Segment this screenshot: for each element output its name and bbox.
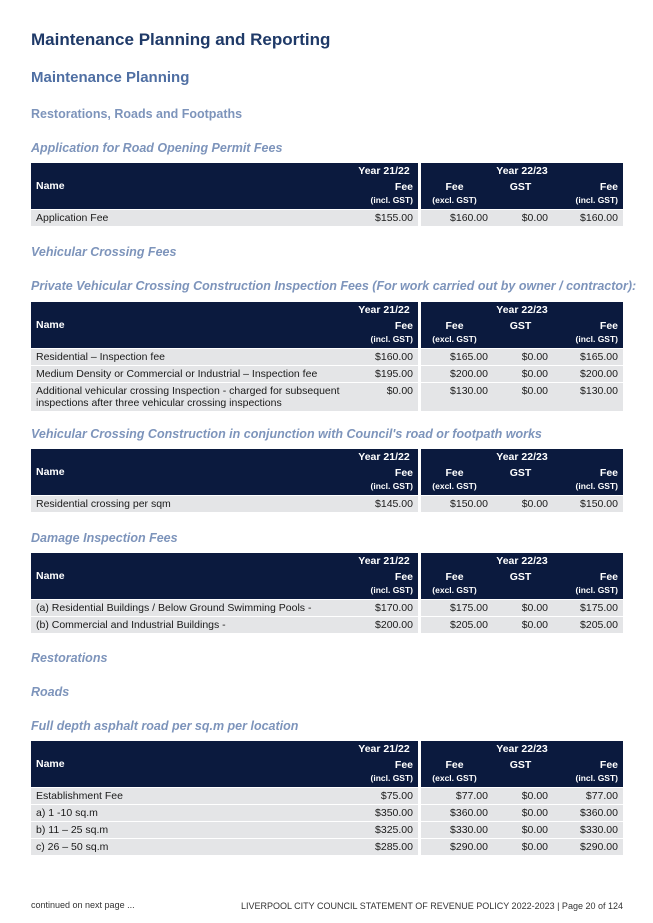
row-name: Application Fee: [31, 209, 350, 226]
header-name: Name: [31, 449, 350, 495]
fee-table: [31, 553, 623, 633]
header-fee-excl: Fee (excl. GST): [421, 571, 493, 599]
fee-incl: $150.00: [553, 495, 623, 512]
fee-excl: $150.00: [421, 495, 493, 512]
subsection-heading: Damage Inspection Fees: [31, 531, 178, 545]
header-fee-incl-prev: Fee (incl. GST): [350, 320, 421, 348]
fee-excl: $330.00: [421, 821, 493, 838]
row-name: (a) Residential Buildings / Below Ground Swimming Pools -: [31, 599, 350, 616]
header-fee-excl: Fee (excl. GST): [421, 320, 493, 348]
fee-incl: $330.00: [553, 821, 623, 838]
fee-incl: $360.00: [553, 804, 623, 821]
fee-incl: $165.00: [553, 348, 623, 365]
header-fee-excl: Fee (excl. GST): [421, 181, 493, 209]
fee-incl: $175.00: [553, 599, 623, 616]
table-row: [31, 804, 623, 821]
header-year-22-23: Year 22/23: [421, 553, 623, 571]
table-row: [31, 209, 623, 226]
fee-excl: $205.00: [421, 616, 493, 633]
table-row: [31, 838, 623, 855]
header-gst: GST: [493, 320, 553, 348]
subsection-heading: Roads: [31, 685, 70, 699]
header-year-21-22: Year 21/22: [350, 741, 421, 759]
header-fee-incl-prev: Fee (incl. GST): [350, 467, 421, 495]
row-name: Residential crossing per sqm: [31, 495, 350, 512]
row-name: Medium Density or Commercial or Industrial – Inspection fee: [31, 365, 350, 382]
fee-prev-incl: $195.00: [350, 365, 421, 382]
fee-excl: $200.00: [421, 365, 493, 382]
row-name: a) 1 -10 sq.m: [31, 804, 350, 821]
gst-value: $0.00: [493, 804, 553, 821]
gst-value: $0.00: [493, 365, 553, 382]
header-name: Name: [31, 741, 350, 787]
header-year-22-23: Year 22/23: [421, 163, 623, 181]
header-year-21-22: Year 21/22: [350, 302, 421, 320]
header-fee-incl: Fee (incl. GST): [553, 181, 623, 209]
fee-prev-incl: $325.00: [350, 821, 421, 838]
header-fee-incl-prev: Fee (incl. GST): [350, 181, 421, 209]
subsection-heading: Vehicular Crossing Construction in conjunction with Council's road or footpath works: [31, 427, 542, 441]
gst-value: $0.00: [493, 821, 553, 838]
fee-incl: $130.00: [553, 382, 623, 411]
fee-prev-incl: $160.00: [350, 348, 421, 365]
gst-value: $0.00: [493, 209, 553, 226]
header-fee-excl: Fee (excl. GST): [421, 759, 493, 787]
table-row: [31, 495, 623, 512]
header-year-22-23: Year 22/23: [421, 302, 623, 320]
header-name: Name: [31, 553, 350, 599]
page-subtitle: Maintenance Planning: [31, 69, 190, 86]
header-fee-incl: Fee (incl. GST): [553, 571, 623, 599]
fee-prev-incl: $285.00: [350, 838, 421, 855]
header-year-22-23: Year 22/23: [421, 741, 623, 759]
table-row: [31, 382, 623, 411]
fee-prev-incl: $0.00: [350, 382, 421, 411]
fee-incl: $205.00: [553, 616, 623, 633]
fee-excl: $290.00: [421, 838, 493, 855]
header-year-22-23: Year 22/23: [421, 449, 623, 467]
subsection-heading: Application for Road Opening Permit Fees: [31, 141, 283, 155]
gst-value: $0.00: [493, 348, 553, 365]
header-fee-excl: Fee (excl. GST): [421, 467, 493, 495]
table-row: [31, 365, 623, 382]
header-gst: GST: [493, 759, 553, 787]
fee-excl: $130.00: [421, 382, 493, 411]
subsection-heading: Private Vehicular Crossing Construction Inspection Fees (For work carried out by owner / contractor):: [31, 279, 637, 293]
header-gst: GST: [493, 467, 553, 495]
fee-incl: $200.00: [553, 365, 623, 382]
fee-prev-incl: $200.00: [350, 616, 421, 633]
table-row: [31, 821, 623, 838]
row-name: Establishment Fee: [31, 787, 350, 804]
row-name: b) 11 – 25 sq.m: [31, 821, 350, 838]
header-year-21-22: Year 21/22: [350, 449, 421, 467]
fee-prev-incl: $350.00: [350, 804, 421, 821]
header-gst: GST: [493, 181, 553, 209]
fee-table: [31, 302, 623, 411]
gst-value: $0.00: [493, 599, 553, 616]
header-fee-incl: Fee (incl. GST): [553, 759, 623, 787]
fee-table: [31, 741, 623, 855]
row-name: Additional vehicular crossing Inspection - charged for subsequent inspections after three vehicular crossing inspections: [31, 382, 350, 411]
fee-excl: $165.00: [421, 348, 493, 365]
fee-excl: $160.00: [421, 209, 493, 226]
table-row: [31, 616, 623, 633]
row-name: Residential – Inspection fee: [31, 348, 350, 365]
subsection-heading: Vehicular Crossing Fees: [31, 245, 177, 259]
footer-page-info: LIVERPOOL CITY COUNCIL STATEMENT OF REVENUE POLICY 2022-2023 | Page 20 of 124: [241, 901, 623, 911]
fee-prev-incl: $145.00: [350, 495, 421, 512]
fee-prev-incl: $170.00: [350, 599, 421, 616]
footer-continued: continued on next page ...: [31, 900, 135, 910]
header-fee-incl: Fee (incl. GST): [553, 467, 623, 495]
fee-excl: $360.00: [421, 804, 493, 821]
fee-excl: $175.00: [421, 599, 493, 616]
section-heading: Restorations, Roads and Footpaths: [31, 107, 243, 121]
fee-prev-incl: $75.00: [350, 787, 421, 804]
fee-incl: $290.00: [553, 838, 623, 855]
fee-incl: $77.00: [553, 787, 623, 804]
header-fee-incl-prev: Fee (incl. GST): [350, 571, 421, 599]
header-name: Name: [31, 302, 350, 348]
table-row: [31, 599, 623, 616]
gst-value: $0.00: [493, 495, 553, 512]
fee-incl: $160.00: [553, 209, 623, 226]
gst-value: $0.00: [493, 787, 553, 804]
row-name: (b) Commercial and Industrial Buildings -: [31, 616, 350, 633]
gst-value: $0.00: [493, 838, 553, 855]
fee-prev-incl: $155.00: [350, 209, 421, 226]
header-fee-incl: Fee (incl. GST): [553, 320, 623, 348]
subsection-heading: Full depth asphalt road per sq.m per location: [31, 719, 299, 733]
header-year-21-22: Year 21/22: [350, 163, 421, 181]
header-year-21-22: Year 21/22: [350, 553, 421, 571]
subsection-heading: Restorations: [31, 651, 108, 665]
header-gst: GST: [493, 571, 553, 599]
row-name: c) 26 – 50 sq.m: [31, 838, 350, 855]
header-fee-incl-prev: Fee (incl. GST): [350, 759, 421, 787]
fee-table: [31, 449, 623, 512]
fee-excl: $77.00: [421, 787, 493, 804]
table-row: [31, 348, 623, 365]
gst-value: $0.00: [493, 382, 553, 411]
gst-value: $0.00: [493, 616, 553, 633]
header-name: Name: [31, 163, 350, 209]
fee-table: [31, 163, 623, 226]
table-row: [31, 787, 623, 804]
page-title: Maintenance Planning and Reporting: [31, 30, 331, 49]
